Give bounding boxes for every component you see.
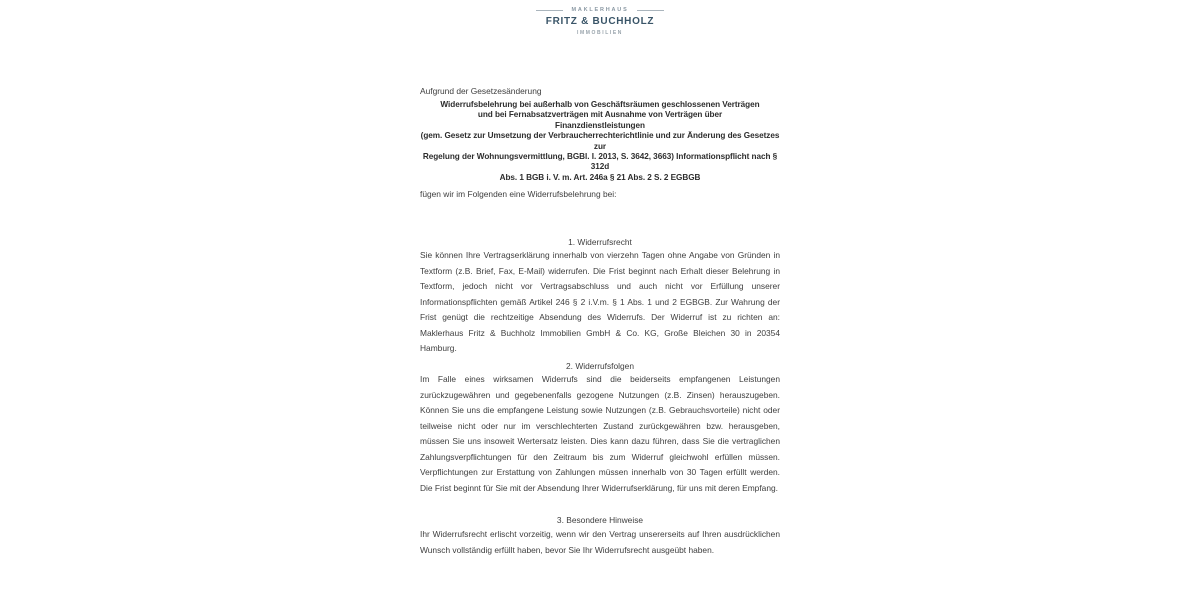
section-2-heading: 2. Widerrufsfolgen xyxy=(566,361,634,371)
brand-rule-right xyxy=(637,10,664,11)
title-line: Regelung der Wohnungsvermittlung, BGBl. I. 2013, S. 3642, 3663) Informationspflicht nach § xyxy=(422,152,778,162)
title-line: zur xyxy=(593,141,607,151)
lead-in-line: fügen wir im Folgenden eine Widerrufsbelehrung bei: xyxy=(420,189,617,199)
brand-top-row xyxy=(536,7,663,13)
section-2-body: Im Falle eines wirksamen Widerrufs sind die beiderseits empfangenen Leistungen zurückzugewähren und gegebenenfalls gezogene Nutzungen (z.B. Zinsen) herauszugeben. Können Sie uns die empfangene Leistung sowie Nutzungen (z.B. Gebrauchsvorteile) nicht oder teilweise nicht oder nur im verschlechterten Zustand zurückgewähren bzw. herausgeben, müssen Sie uns insoweit Wertersatz leisten. Dies kann dazu führen, dass Sie die vertraglichen Zahlungsverpflichtungen für den Zeitraum bis zum Widerruf gleichwohl erfüllen müssen. Verpflichtungen zur Erstattung von Zahlungen müssen innerhalb von 30 Tagen erfüllt werden. Die Frist beginnt für Sie mit der Absendung Ihrer Widerrufserklärung, für uns mit deren Empfang. xyxy=(420,374,780,493)
section-3-heading: 3. Besondere Hinweise xyxy=(556,515,644,525)
document-title xyxy=(420,100,780,183)
brand-bottom-label: IMMOBILIEN xyxy=(577,30,623,36)
section-1-heading: 1. Widerrufsrecht xyxy=(568,237,632,247)
title-line: Abs. 1 BGB i. V. m. Art. 246a § 21 Abs. 2 S. 2 EGBGB xyxy=(499,172,701,182)
section-3-body: Ihr Widerrufsrecht erlischt vorzeitig, wenn wir den Vertrag unsererseits auf Ihren ausdrücklichen Wunsch vollständig erfüllt haben, bevor Sie Ihr Widerrufsrecht ausgeübt haben. xyxy=(420,529,780,555)
brand-logo xyxy=(0,7,1200,36)
title-line: Finanzdienstleistungen xyxy=(555,120,645,130)
brand-rule-left xyxy=(536,10,563,11)
intro-line: Aufgrund der Gesetzesänderung xyxy=(420,86,542,96)
brand-top-label: MAKLERHAUS xyxy=(571,7,629,13)
title-line: (gem. Gesetz zur Umsetzung der Verbraucherrechterichtlinie und zur Änderung des Gesetzes xyxy=(420,131,780,141)
section-1-body: Sie können Ihre Vertragserklärung innerhalb von vierzehn Tagen ohne Angabe von Gründen in Textform (z.B. Brief, Fax, E-Mail) widerrufen. Die Frist beginnt nach Erhalt dieser Belehrung in Textform, jedoch nicht vor Vertragsabschluss und auch nicht vor Erfüllung unserer Informationspflichten gemäß Artikel 246 § 2 i.V.m. § 1 Abs. 1 und 2 EGBGB. Zur Wahrung der Frist genügt die rechtzeitige Absendung des Widerrufs. Der Widerruf ist zu richten an: Maklerhaus Fritz & Buchholz Immobilien GmbH & Co. KG, Große Bleichen 30 in 20354 Hamburg. xyxy=(420,250,780,353)
title-line: 312d xyxy=(590,162,610,172)
title-line: und bei Fernabsatzverträgen mit Ausnahme von Verträgen über xyxy=(477,110,723,120)
title-line: Widerrufsbelehrung bei außerhalb von Geschäftsräumen geschlossenen Verträgen xyxy=(440,100,760,109)
brand-name: FRITZ & BUCHHOLZ xyxy=(545,16,655,27)
